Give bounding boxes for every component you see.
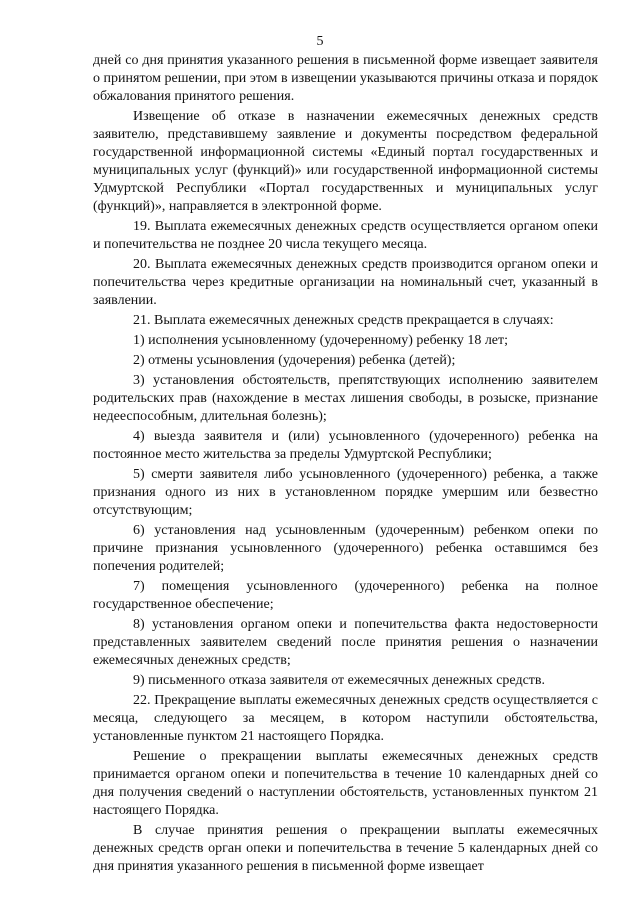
paragraph-termination-notice: В случае принятия решения о прекращении выплаты ежемесячных денежных средств орган опеки и попечительства в течение 5 календарных дней со дня принятия указанного решения в письменной форме извещает xyxy=(93,823,598,874)
paragraph-decision: Решение о прекращении выплаты ежемесячных денежных средств принимается органом опеки и попечительства в течение 10 календарных дней со дня получения сведений о наступлении обстоятельств, установленных пунктом 21 настоящего Порядка. xyxy=(93,749,598,818)
paragraph-21: 21. Выплата ежемесячных денежных средств прекращается в случаях: xyxy=(133,313,554,328)
paragraph-22: 22. Прекращение выплаты ежемесячных денежных средств осуществляется с месяца, следующего за месяцем, в котором наступили обстоятельства, установленные пунктом 21 настоящего Порядка. xyxy=(93,693,598,744)
list-item-6: 6) установления над усыновленным (удочеренным) ребенком опеки по причине признания усыновленного (удочеренного) ребенка оставшимся без попечения родителей; xyxy=(93,523,598,574)
paragraph-refusal-notice: Извещение об отказе в назначении ежемесячных денежных средств заявителю, представившему заявление и документы посредством федеральной государственной информационной системы «Единый портал государственных и муниципальных услуг (функций)» или государственной информационной системы Удмуртской Республики «Портал государственных и муниципальных услуг (функций)», направляется в электронной форме. xyxy=(93,109,598,214)
paragraph-20: 20. Выплата ежемесячных денежных средств производится органом опеки и попечительства через кредитные организации на номинальный счет, указанный в заявлении. xyxy=(93,257,598,308)
list-item-8: 8) установления органом опеки и попечительства факта недостоверности представленных заявителем сведений после принятия решения о назначении ежемесячных денежных средств; xyxy=(93,617,598,668)
list-item-4: 4) выезда заявителя и (или) усыновленного (удочеренного) ребенка на постоянное место жительства за пределы Удмуртской Республики; xyxy=(93,429,598,462)
list-item-2: 2) отмены усыновления (удочерения) ребенка (детей); xyxy=(133,353,456,368)
page-number: 5 xyxy=(316,34,324,49)
list-item-1: 1) исполнения усыновленному (удочеренному) ребенку 18 лет; xyxy=(133,333,509,348)
paragraph-continuation: дней со дня принятия указанного решения в письменной форме извещает заявителя о принятом решении, при этом в извещении указываются причины отказа и порядок обжалования принятого решения. xyxy=(93,53,598,104)
list-item-9: 9) письменного отказа заявителя от ежемесячных денежных средств. xyxy=(133,673,546,688)
list-item-3: 3) установления обстоятельств, препятствующих исполнению заявителем родительских прав (нахождение в местах лишения свободы, в розыске, признание недееспособным, длительная болезнь); xyxy=(93,373,598,424)
list-item-5: 5) смерти заявителя либо усыновленного (удочеренного) ребенка, а также признания одного из них в установленном порядке умершим или безвестно отсутствующим; xyxy=(93,467,598,518)
paragraph-19: 19. Выплата ежемесячных денежных средств осуществляется органом опеки и попечительства не позднее 20 числа текущего месяца. xyxy=(93,219,598,252)
list-item-7: 7) помещения усыновленного (удочеренного) ребенка на полное государственное обеспечение; xyxy=(93,579,598,612)
document-body xyxy=(93,52,598,878)
